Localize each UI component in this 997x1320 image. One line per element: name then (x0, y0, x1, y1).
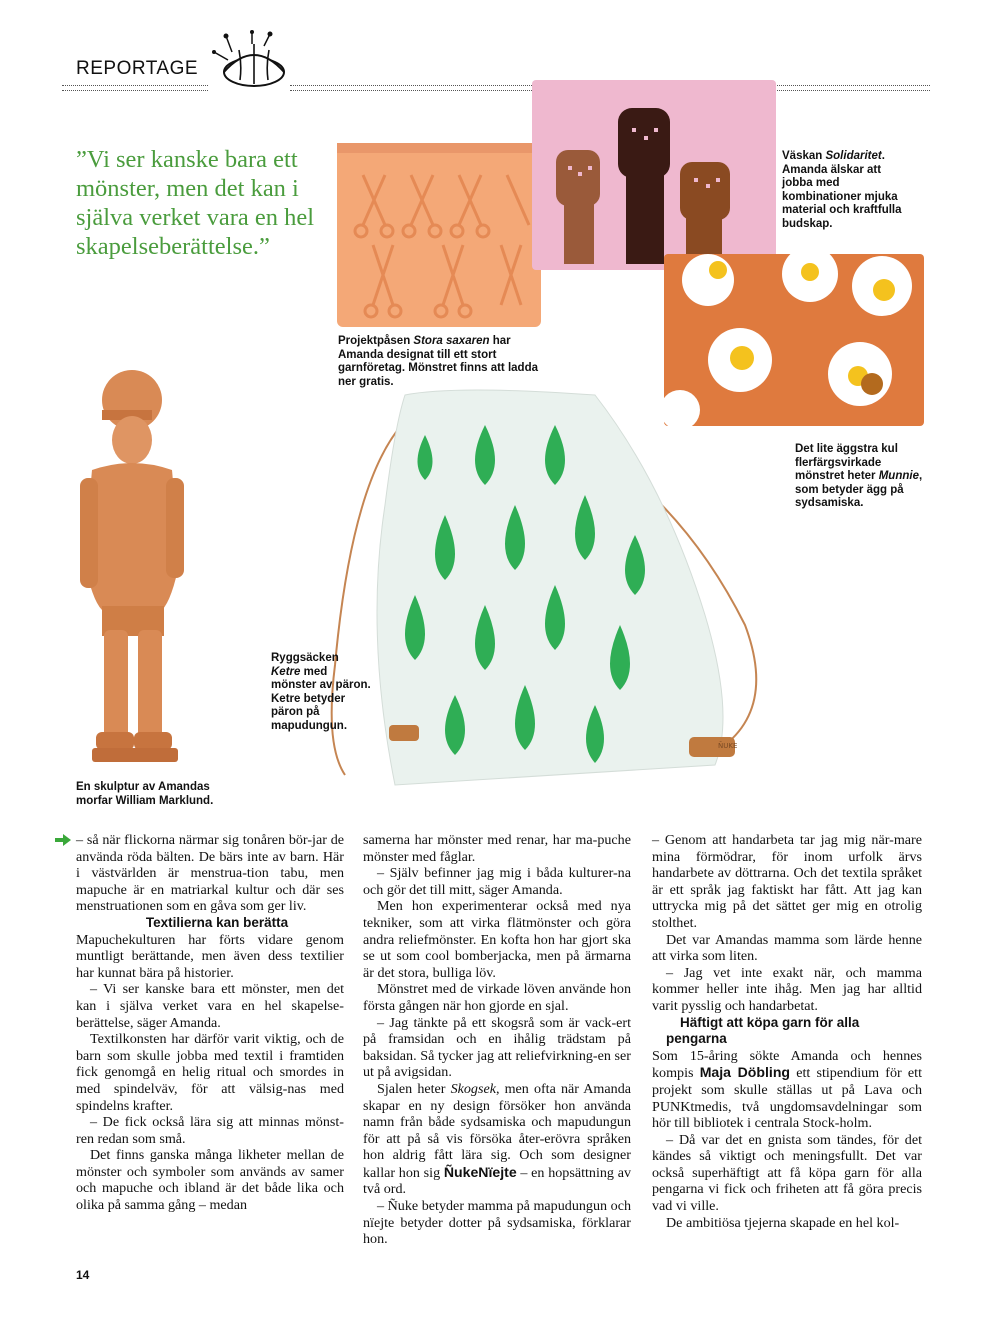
text-run: – en hopsättning av två ord. (363, 1164, 631, 1198)
section-label: REPORTAGE (76, 58, 199, 79)
paragraph: – Jag tänkte på ett skogsrå som är vack-ert på framsidan och en ihålig trädstam på baksidan. Så tycker jag att reliefvirkning-en ser ut på avigsidan. (363, 1014, 631, 1081)
paragraph: – Då var det en gnista som tändes, för det kändes så viktigt och meningsfullt. Det var också superhäftigt att få köpa garn för alla pengarna vi fick och friheten att få göra precis vad vi ville. (652, 1131, 922, 1215)
paragraph: samerna har mönster med renar, har ma-puche mönster med fåglar. (363, 832, 631, 865)
paragraph: Det var Amandas mamma som lärde henne att virka som liten. (652, 931, 922, 965)
brand-name: ÑukeNïejte (443, 1163, 517, 1180)
pear-backpack-image (315, 385, 775, 805)
product-name: Solidaritet (825, 150, 882, 162)
paragraph: Mapuchekulturen har förts vidare genom muntligt berättande, men även dess textilier har kunnat bära på historier. (76, 931, 344, 981)
pull-quote: ”Vi ser kanske bara ett mönster, men det kan i själva verket vara en hel skapelseberättelse.” (76, 146, 315, 260)
page-number: 14 (76, 1268, 90, 1282)
paragraph (652, 1048, 922, 1132)
paragraph: – De fick också lära sig att minnas mönst-ren redan som små. (76, 1114, 344, 1147)
paragraph: Textilkonsten har därför varit viktig, och de barn som skulle jobba med textil i framtiden fick genomgå en helig ritual och smordes in med spindelväv, för att välsig-nas med spindelns krafter. (76, 1031, 344, 1114)
product-name: Skogsek (450, 1080, 496, 1097)
paragraph: – Ñuke betyder mamma på mapudungun och nïejte betyder dotter på sydsamiska, förklarar hon. (363, 1198, 631, 1248)
caption-stora-saxaren (338, 335, 558, 389)
continuation-arrow-icon (55, 834, 71, 846)
body-column-3 (652, 832, 922, 1231)
solidarity-pouch-image (528, 74, 780, 274)
caption-text: Ryggsäcken (271, 652, 339, 664)
sculpture-image (62, 360, 202, 780)
caption-solidaritet (782, 150, 902, 231)
caption-text: Det lite äggstra kul flerfärgsvirkade mönstret heter (795, 443, 898, 482)
paragraph: – Vi ser kanske bara ett mönster, men det kan i själva verket vara en hel skapelse-berättelse, säger Amanda. (76, 981, 344, 1031)
caption-text: med mönster av päron. Ketre betyder päron på mapudungun. (271, 665, 371, 732)
pincushion-icon (206, 30, 292, 88)
caption-text: . Amanda älskar att jobba med kombinationer mjuka material och kraftfulla budskap. (782, 150, 902, 230)
body-column-1 (76, 832, 344, 1214)
caption-sculpture: En skulptur av Amandas morfar William Marklund. (76, 781, 214, 807)
paragraph: – Jag vet inte exakt när, och mamma kommer heller inte ihåg. Men jag har alltid varit pysslig och handarbetat. (652, 964, 922, 1014)
text-run: ett stipendium för ett projekt som skulle ställas ut på Lava och PUNKtmedis, två ungdomsavdelningar som hör till bibliotek i centrala Stock-holm. (652, 1065, 922, 1132)
caption-text: Projektpåsen (338, 335, 414, 347)
text-run: , men ofta när Amanda skapar en ny design försöker hon använda namn från både sydsamiska och mapudungun för att på så vis försöka åter-erövra språken hon aldrig fått lära sig. Och som designer kallar hon sig (363, 1080, 631, 1181)
caption-text: Väskan (782, 150, 826, 162)
caption-text: , som betyder ägg på sydsamiska. (795, 470, 923, 509)
person-name: Maja Döbling (699, 1064, 791, 1081)
caption-text: har Amanda designat till ett stort garnföretag. Mönstret finns att ladda ner gratis. (338, 335, 538, 388)
paragraph: Det finns ganska många likheter mellan de mönster och symboler som används av samer och mapuche och ibland är det både lika och olika på samma gång – medan (76, 1147, 344, 1214)
paragraph (363, 1081, 631, 1198)
text-run: Sjalen heter (377, 1080, 451, 1097)
header-rule (62, 90, 208, 91)
caption-ketre (271, 652, 371, 733)
subheading: Textilierna kan berätta (145, 914, 289, 930)
paragraph: De ambitiösa tjejerna skapade en hel kol- (666, 1214, 900, 1231)
caption-munnie (795, 443, 925, 511)
paragraph: – Själv befinner jag mig i båda kulturer-na och gör det till mitt, säger Amanda. (363, 865, 631, 898)
product-name: Ketre (271, 665, 301, 678)
paragraph: – så när flickorna närmar sig tonåren bör-jar de använda röda bälten. De bärs inte av barn. Här i västvärlden är menstrua-tion tabu, men mapuche är en matriarkal kultur och där ses menstruationen som en gåva som ger liv. (76, 832, 344, 915)
body-column-2 (363, 832, 631, 1248)
product-name: Stora saxaren (413, 335, 490, 347)
paragraph: Mönstret med de virkade löven använde hon första gången när hon gjorde en sjal. (363, 981, 631, 1014)
header-rule (62, 85, 208, 86)
subheading: Häftigt att köpa garn för alla pengarna (666, 1014, 860, 1047)
text-run: Som 15-åring sökte Amanda och hennes kompis (652, 1047, 922, 1082)
bag-label: ÑUKE (718, 742, 738, 750)
scissor-pouch-image (333, 135, 545, 330)
paragraph: – Genom att handarbeta tar jag mig när-mare mina förmödrar, för inom urfolk ärvs handarbete av döttrarna. Och det textila språket är ett språk jag faktiskt har fått. Att jag kan uttrycka mig på det sättet ger mig en otrolig stolthet. (652, 832, 922, 931)
paragraph: Men hon experimenterar också med nya tekniker, som att virka flätmönster och göra andra reliefmönster. En kofta hon har gjort ska se ut som cool bomberjacka, men på ärmarna är det stora, bulliga löv. (363, 898, 631, 981)
product-name: Munnie (878, 470, 919, 482)
